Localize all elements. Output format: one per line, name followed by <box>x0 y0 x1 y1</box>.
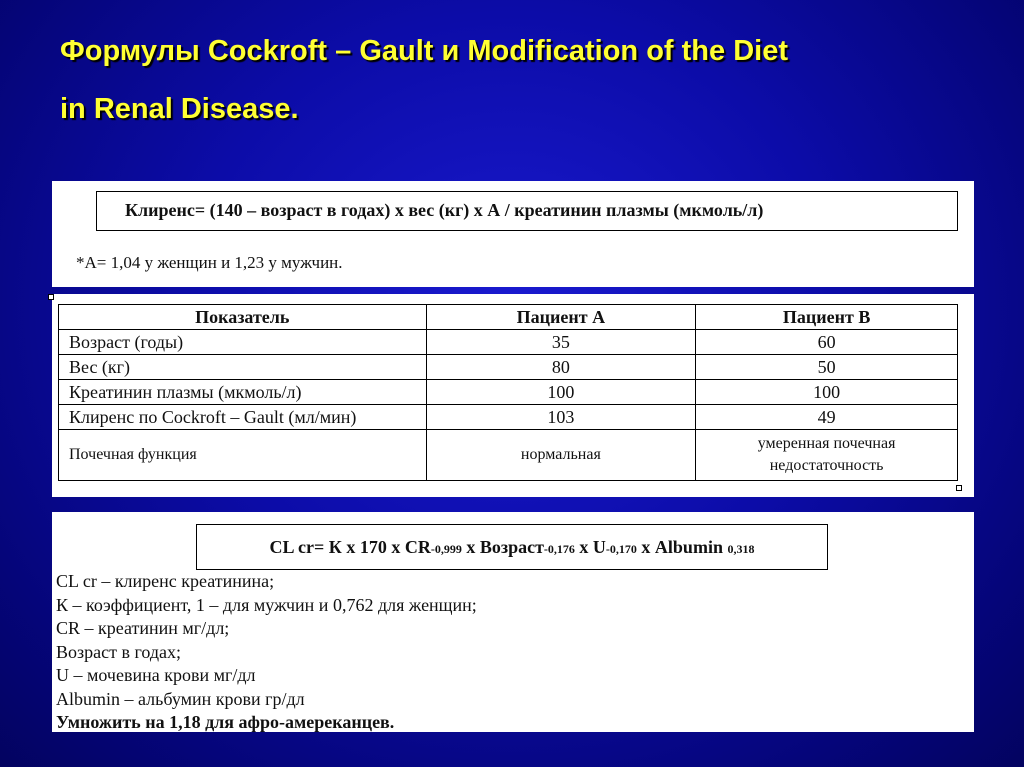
cell-patient-b: 49 <box>696 405 958 430</box>
cockroft-formula-panel <box>52 181 974 287</box>
row-label: Вес (кг) <box>59 355 427 380</box>
title-line-1: Формулы Cockroft – Gault и Modification of the Diet <box>60 35 788 67</box>
slide-title <box>60 22 990 138</box>
row-label: Креатинин плазмы (мкмоль/л) <box>59 380 427 405</box>
header-patient-b: Пациент В <box>696 305 958 330</box>
mdrd-formula-part-3: х U <box>574 537 606 557</box>
title-line-2: in Renal Disease. <box>60 93 299 125</box>
mdrd-exponent-urea: -0,170 <box>605 542 637 556</box>
coefficient-note: *А= 1,04 у женщин и 1,23 у мужчин. <box>76 253 343 272</box>
list-item: U – мочевина крови мг/дл <box>56 665 256 685</box>
row-label: Возраст (годы) <box>59 330 427 355</box>
mdrd-exponent-cr: -0,999 <box>430 542 462 556</box>
list-item: CR – креатинин мг/дл; <box>56 618 230 638</box>
cell-patient-a: 103 <box>426 405 696 430</box>
table-row <box>59 380 958 405</box>
list-item: К – коэффициент, 1 – для мужчин и 0,762 для женщин; <box>56 594 477 615</box>
cockroft-formula: Клиренс= (140 – возраст в годах) х вес (кг) х А / креатинин плазмы (мкмоль/л) <box>96 191 958 231</box>
mdrd-formula <box>196 524 828 570</box>
definitions-list <box>56 570 477 735</box>
row-label: Клиренс по Cockroft – Gault (мл/мин) <box>59 405 427 430</box>
cell-patient-b: 50 <box>696 355 958 380</box>
table-header-row <box>59 305 958 330</box>
header-patient-a: Пациент А <box>426 305 696 330</box>
table-row <box>59 405 958 430</box>
header-indicator: Показатель <box>59 305 427 330</box>
list-item: Умножить на 1,18 для афро-амереканцев. <box>56 712 395 732</box>
table-move-handle-icon[interactable] <box>48 294 54 300</box>
table-row <box>59 330 958 355</box>
cell-patient-a: нормальная <box>426 430 696 481</box>
cell-patient-b <box>696 430 958 481</box>
cell-patient-a: 100 <box>426 380 696 405</box>
mdrd-formula-part-1: CL cr= К х 170 х CR <box>269 537 431 557</box>
table-resize-handle-icon[interactable] <box>956 485 962 491</box>
cell-patient-b: 60 <box>696 330 958 355</box>
list-item: Возраст в годах; <box>56 641 182 662</box>
mdrd-formula-panel <box>52 512 974 732</box>
mdrd-formula-part-4: х Albumin <box>636 537 728 557</box>
table-row-renal-function <box>59 430 958 481</box>
patients-table-panel <box>52 294 974 497</box>
cell-patient-b-line-1: умеренная почечная <box>757 435 896 452</box>
mdrd-exponent-age: -0,176 <box>543 542 575 556</box>
cell-patient-a: 35 <box>426 330 696 355</box>
cell-patient-b-line-2: недостаточность <box>769 457 884 474</box>
patients-table <box>58 304 958 481</box>
row-label: Почечная функция <box>59 430 427 481</box>
list-item: Albumin – альбумин крови гр/дл <box>56 688 305 709</box>
cell-patient-a: 80 <box>426 355 696 380</box>
mdrd-exponent-albumin: 0,318 <box>727 542 755 556</box>
list-item: CL cr – клиренс креатинина; <box>56 571 275 591</box>
table-row <box>59 355 958 380</box>
cell-patient-b: 100 <box>696 380 958 405</box>
mdrd-formula-part-2: х Возраст <box>461 537 544 557</box>
